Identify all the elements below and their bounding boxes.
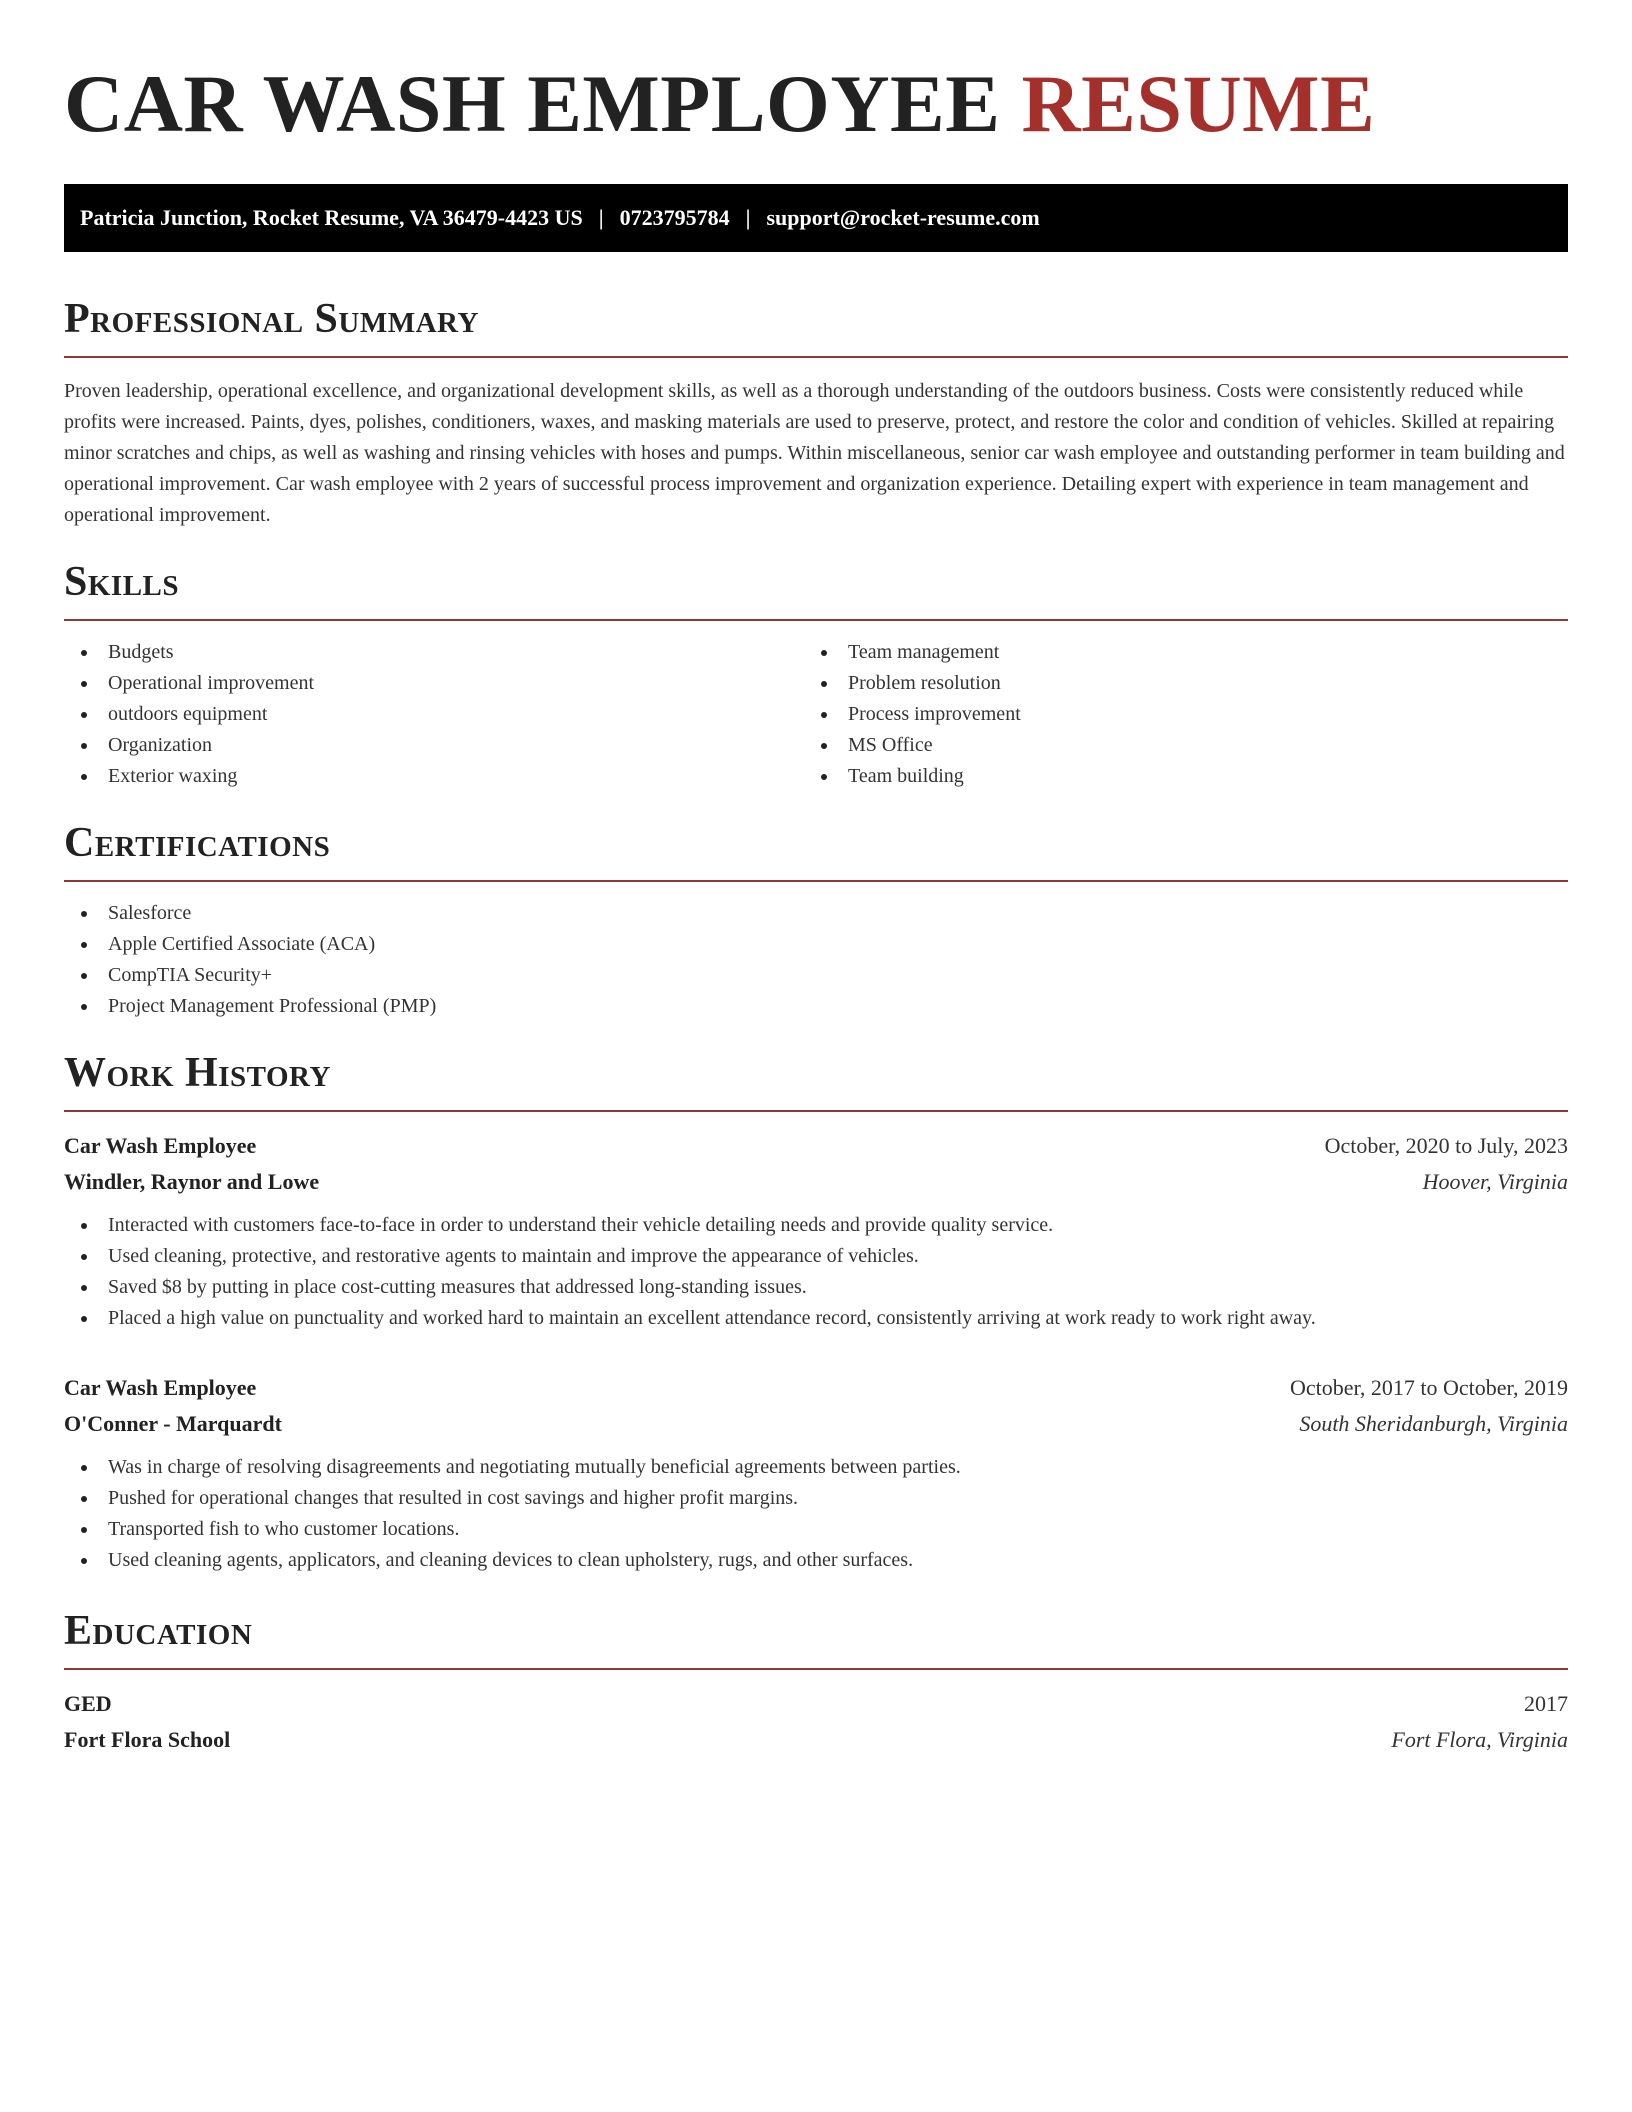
job-bullet: Transported fish to who customer locations. [64,1514,1568,1545]
job-title-row [64,1370,1568,1406]
skills-grid [64,637,1568,792]
skills-column-right [804,637,1544,792]
title-accent: RESUME [1021,58,1376,149]
job-bullet: Was in charge of resolving disagreements and negotiating mutually beneficial agreements between parties. [64,1452,1568,1483]
skill-item: outdoors equipment [64,699,804,730]
job-bullet: Used cleaning agents, applicators, and cleaning devices to clean upholstery, rugs, and other surfaces. [64,1545,1568,1576]
job-bullet: Placed a high value on punctuality and worked hard to maintain an excellent attendance record, consistently arriving at work ready to work right away. [64,1303,1568,1334]
job-bullet: Saved $8 by putting in place cost-cutting measures that addressed long-standing issues. [64,1272,1568,1303]
certification-item: CompTIA Security+ [64,960,1568,991]
job-company-row [64,1406,1568,1442]
job-bullet: Used cleaning, protective, and restorative agents to maintain and improve the appearance of vehicles. [64,1241,1568,1272]
education-degree: GED [64,1691,112,1716]
job-entry [64,1128,1568,1334]
skill-item: Exterior waxing [64,761,804,792]
skills-column-left [64,637,804,792]
contact-separator: | [745,205,751,230]
certifications-list [64,898,1568,1022]
certifications-heading: Certifications [64,818,1568,882]
title-main: CAR WASH EMPLOYEE [64,58,1001,149]
skill-item: Budgets [64,637,804,668]
job-title-row [64,1128,1568,1164]
skills-heading: Skills [64,557,1568,621]
job-entry [64,1370,1568,1576]
job-dates: October, 2017 to October, 2019 [1289,1375,1568,1400]
contact-address: Patricia Junction, Rocket Resume, VA 36479-4423 US [80,205,583,230]
contact-bar [64,184,1568,252]
education-school: Fort Flora School [64,1727,231,1752]
education-degree-row [64,1686,1568,1722]
job-company: Windler, Raynor and Lowe [64,1169,320,1194]
job-dates: October, 2020 to July, 2023 [1324,1133,1568,1158]
contact-phone[interactable]: 0723795784 [619,205,730,230]
skill-item: Team management [804,637,1544,668]
resume-title [64,0,1568,152]
skill-item: Problem resolution [804,668,1544,699]
skill-item: Process improvement [804,699,1544,730]
job-bullet: Pushed for operational changes that resulted in cost savings and higher profit margins. [64,1483,1568,1514]
job-bullet: Interacted with customers face-to-face in order to understand their vehicle detailing needs and provide quality service. [64,1210,1568,1241]
certification-item: Salesforce [64,898,1568,929]
skill-item: Operational improvement [64,668,804,699]
work-history-heading: Work History [64,1048,1568,1112]
education-section [64,1606,1568,1758]
education-heading: Education [64,1606,1568,1670]
certifications-section [64,818,1568,1022]
job-location: Hoover, Virginia [1422,1169,1568,1194]
skills-section [64,557,1568,792]
contact-separator: | [598,205,604,230]
certification-item: Apple Certified Associate (ACA) [64,929,1568,960]
education-year: 2017 [1524,1691,1568,1716]
education-entry [64,1686,1568,1758]
work-history-section [64,1048,1568,1576]
certification-item: Project Management Professional (PMP) [64,991,1568,1022]
skill-item: MS Office [804,730,1544,761]
summary-text: Proven leadership, operational excellence, and organizational development skills, as well as a thorough understanding of the outdoors business. Costs were consistently reduced while profits were increased. Paints, dyes, polishes, conditioners, waxes, and masking materials are used to preserve, protect, and restore the color and condition of vehicles. Skilled at repairing minor scratches and chips, as well as washing and rinsing vehicles with hoses and pumps. Within miscellaneous, senior car wash employee and outstanding performer in team building and operational improvement. Car wash employee with 2 years of successful process improvement and organization experience. Detailing expert with experience in team management and operational improvement. [64,380,1565,526]
job-bullets [64,1452,1568,1576]
job-company-row [64,1164,1568,1200]
job-title: Car Wash Employee [64,1375,257,1400]
summary-section [64,294,1568,531]
job-company: O'Conner - Marquardt [64,1411,282,1436]
skill-item: Team building [804,761,1544,792]
contact-email[interactable]: support@rocket-resume.com [766,205,1040,230]
job-title: Car Wash Employee [64,1133,257,1158]
job-location: South Sheridanburgh, Virginia [1299,1411,1568,1436]
education-location: Fort Flora, Virginia [1391,1727,1568,1752]
skill-item: Organization [64,730,804,761]
education-school-row [64,1722,1568,1758]
job-bullets [64,1210,1568,1334]
summary-heading: Professional Summary [64,294,1568,358]
